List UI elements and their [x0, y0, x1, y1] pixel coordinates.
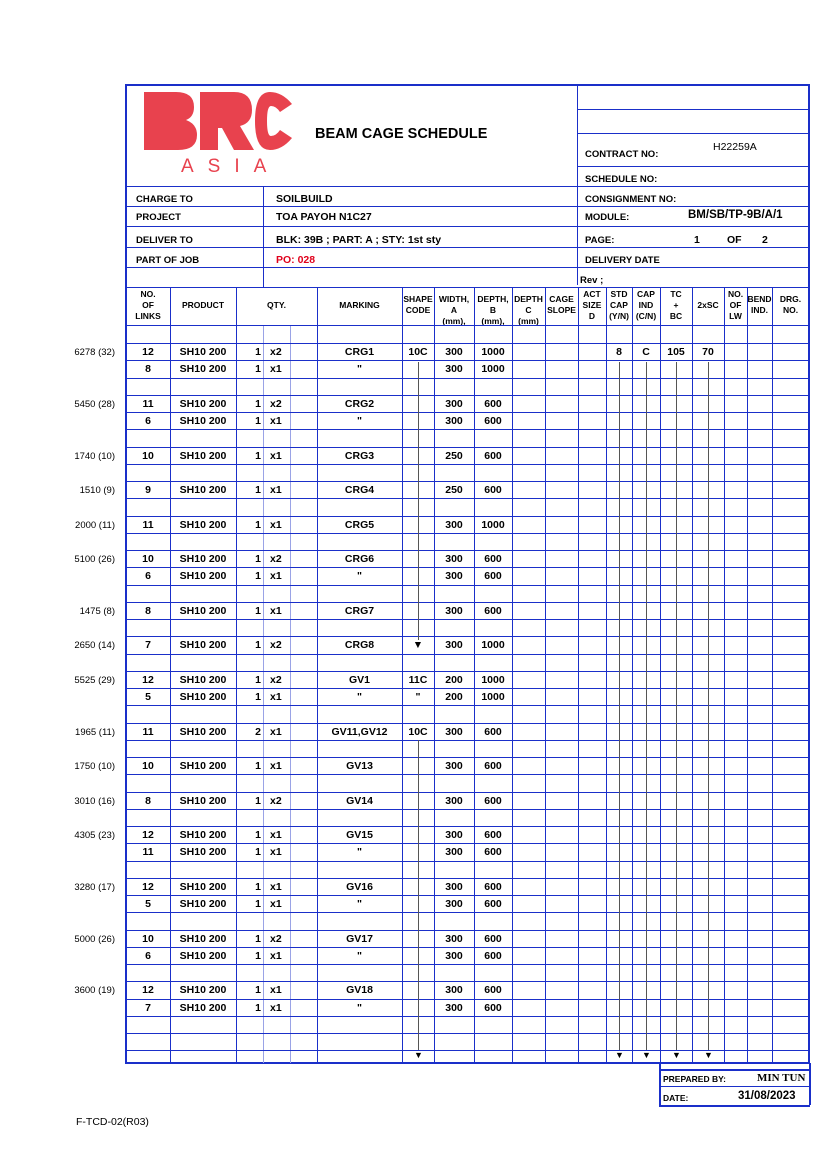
project-label: PROJECT	[136, 212, 181, 223]
cell-depth: 600	[484, 984, 502, 997]
cell-qty: 1	[255, 880, 261, 893]
cell-width: 300	[445, 725, 463, 738]
cell-mult: x1	[270, 984, 282, 997]
cell-mult: x1	[270, 880, 282, 893]
cell-mult: x1	[270, 949, 282, 962]
cell-links: 5	[145, 691, 151, 703]
cell-mult: x2	[270, 932, 282, 945]
cell-qty: 1	[255, 932, 261, 945]
column-header-drg: DRG. NO.	[779, 294, 802, 315]
cell-qty: 1	[255, 484, 261, 496]
cell-shape: ▼	[412, 639, 424, 652]
side-note: 1475 (8)	[79, 605, 115, 617]
cell-width: 300	[445, 1001, 463, 1014]
cell-product: SH10 200	[179, 880, 227, 893]
cell-width: 300	[445, 518, 463, 531]
cell-qty: 1	[255, 570, 261, 583]
cell-marking: "	[357, 846, 362, 859]
cell-product: SH10 200	[179, 604, 227, 617]
cell-width: 300	[445, 553, 463, 565]
cell-shape: 10C	[408, 346, 428, 358]
cell-depth: 600	[484, 932, 502, 945]
cell-qty: 1	[255, 346, 261, 358]
charge-to: SOILBUILD	[276, 193, 333, 205]
side-note: 5450 (28)	[74, 398, 115, 410]
cell-mult: x2	[270, 639, 282, 652]
arrow-down-icon: ▼	[672, 1050, 681, 1060]
cell-marking: CRG3	[344, 449, 375, 462]
cell-marking: CRG7	[344, 604, 375, 617]
deliver-to: BLK: 39B ; PART: A ; STY: 1st sty	[276, 234, 442, 246]
cell-depth: 600	[484, 415, 502, 427]
cell-qty: 1	[255, 604, 261, 617]
cell-marking: "	[357, 691, 362, 703]
date: 31/08/2023	[738, 1090, 796, 1102]
cell-product: SH10 200	[179, 553, 227, 565]
cell-links: 12	[142, 829, 154, 841]
cell-product: SH10 200	[179, 829, 227, 841]
cell-product: SH10 200	[179, 984, 227, 997]
cell-width: 200	[445, 691, 463, 703]
cell-product: SH10 200	[179, 639, 227, 652]
cell-product: SH10 200	[179, 449, 227, 462]
arrow-down-icon: ▼	[615, 1050, 624, 1060]
cell-qty: 1	[255, 898, 261, 910]
cell-width: 300	[445, 363, 463, 376]
cell-qty: 1	[255, 984, 261, 997]
rev-label: Rev ;	[580, 275, 604, 286]
side-note: 5000 (26)	[74, 933, 115, 945]
cell-links: 10	[142, 760, 154, 772]
cell-product: SH10 200	[179, 673, 227, 686]
cell-product: SH10 200	[179, 760, 227, 772]
column-header-depth: DEPTH, B (mm),	[477, 294, 509, 326]
column-header-act: ACT SIZE D	[582, 288, 602, 321]
cell-shape: "	[415, 691, 421, 703]
column-header-links: NO. OF LINKS	[135, 288, 161, 321]
cell-mult: x1	[270, 449, 282, 462]
cell-qty: 1	[255, 1001, 261, 1014]
charge-to-label: CHARGE TO	[136, 194, 193, 205]
column-header-width: WIDTH, A (mm),	[438, 294, 470, 326]
cell-links: 12	[142, 673, 154, 686]
cell-links: 8	[145, 794, 151, 807]
cell-marking: "	[357, 363, 362, 376]
cell-stdcap: 8	[616, 346, 622, 358]
side-note: 2650 (14)	[74, 640, 115, 652]
cell-depth: 600	[484, 397, 502, 410]
cell-links: 9	[145, 484, 151, 496]
cell-qty: 1	[255, 673, 261, 686]
cell-depth: 600	[484, 949, 502, 962]
cell-product: SH10 200	[179, 949, 227, 962]
cell-marking: GV14	[346, 794, 373, 807]
cell-width: 250	[445, 484, 463, 496]
schedule-no-label: SCHEDULE NO:	[585, 174, 658, 185]
cell-marking: GV11,GV12	[331, 725, 388, 738]
cell-qty: 1	[255, 639, 261, 652]
form-code: F-TCD-02(R03)	[76, 1116, 149, 1128]
cell-links: 8	[145, 363, 151, 376]
side-note: 5525 (29)	[74, 674, 115, 686]
delivery-date-label: DELIVERY DATE	[585, 255, 660, 266]
side-note: 3280 (17)	[74, 881, 115, 893]
cell-width: 300	[445, 570, 463, 583]
cell-product: SH10 200	[179, 725, 227, 738]
cell-width: 300	[445, 846, 463, 859]
cell-qty: 1	[255, 760, 261, 772]
cell-links: 12	[142, 880, 154, 893]
cell-depth: 1000	[481, 346, 505, 358]
cell-qty: 1	[255, 846, 261, 859]
cell-capind: C	[642, 346, 650, 358]
cell-tcbc: 105	[667, 346, 685, 358]
logo-asia-text: ASIA	[181, 156, 281, 177]
cell-mult: x1	[270, 484, 282, 496]
cell-marking: "	[357, 1001, 362, 1014]
cell-width: 300	[445, 760, 463, 772]
cell-qty: 1	[255, 415, 261, 427]
cell-depth: 600	[484, 794, 502, 807]
cell-links: 10	[142, 449, 154, 462]
cell-mult: x2	[270, 794, 282, 807]
cell-marking: CRG4	[344, 484, 375, 496]
column-header-qty: QTY.	[267, 299, 286, 310]
side-note: 4305 (23)	[74, 830, 115, 841]
cell-marking: "	[357, 898, 362, 910]
cell-marking: CRG1	[344, 346, 375, 358]
column-header-bend: BEND IND.	[747, 294, 772, 315]
project: TOA PAYOH N1C27	[276, 211, 372, 223]
of-label: OF	[727, 234, 742, 246]
cell-links: 6	[145, 415, 151, 427]
cell-marking: CRG2	[344, 397, 375, 410]
cell-product: SH10 200	[179, 570, 227, 583]
column-header-stdcap: STD CAP (Y/N)	[609, 288, 629, 321]
side-note: 1750 (10)	[74, 761, 115, 772]
column-header-depthc: DEPTH C (mm)	[514, 294, 543, 326]
module: BM/SB/TP-9B/A/1	[688, 209, 783, 221]
cell-product: SH10 200	[179, 691, 227, 703]
cell-mult: x1	[270, 1001, 282, 1014]
cell-width: 300	[445, 880, 463, 893]
cell-depth: 600	[484, 604, 502, 617]
column-header-capind: CAP IND (C/N)	[635, 288, 657, 321]
side-note: 3010 (16)	[74, 795, 115, 807]
cell-marking: GV17	[346, 932, 373, 945]
cell-width: 300	[445, 639, 463, 652]
cell-depth: 600	[484, 553, 502, 565]
column-header-twosc: 2xSC	[697, 299, 719, 310]
cell-mult: x2	[270, 346, 282, 358]
cell-marking: GV15	[346, 829, 373, 841]
side-note: 1965 (11)	[75, 726, 115, 738]
cell-marking: "	[357, 570, 362, 583]
side-note: 5100 (26)	[74, 554, 115, 565]
cell-depth: 1000	[481, 363, 505, 376]
cell-mult: x1	[270, 846, 282, 859]
cell-qty: 2	[255, 725, 261, 738]
cell-links: 11	[142, 518, 154, 531]
arrow-down-icon: ▼	[704, 1050, 713, 1060]
cell-qty: 1	[255, 363, 261, 376]
cell-qty: 1	[255, 691, 261, 703]
cell-qty: 1	[255, 449, 261, 462]
cell-qty: 1	[255, 397, 261, 410]
cell-product: SH10 200	[179, 346, 227, 358]
prepared-by-label: PREPARED BY:	[663, 1074, 726, 1084]
cell-product: SH10 200	[179, 415, 227, 427]
cell-depth: 1000	[481, 639, 505, 652]
cell-depth: 1000	[481, 673, 505, 686]
cell-width: 300	[445, 949, 463, 962]
column-header-product: PRODUCT	[181, 299, 225, 310]
cell-width: 300	[445, 604, 463, 617]
cell-marking: GV16	[346, 880, 373, 893]
side-note: 6278 (32)	[74, 347, 115, 358]
cell-mult: x1	[270, 760, 282, 772]
cell-depth: 600	[484, 1001, 502, 1014]
cell-depth: 600	[484, 846, 502, 859]
cell-qty: 1	[255, 794, 261, 807]
deliver-to-label: DELIVER TO	[136, 235, 193, 246]
cell-links: 12	[142, 984, 154, 997]
part-of-job-label: PART OF JOB	[136, 255, 200, 266]
cell-width: 250	[445, 449, 463, 462]
cell-mult: x1	[270, 691, 282, 703]
cell-mult: x1	[270, 829, 282, 841]
cell-mult: x1	[270, 415, 282, 427]
cell-marking: GV1	[348, 673, 370, 686]
cell-depth: 1000	[481, 691, 505, 703]
cell-depth: 600	[484, 898, 502, 910]
consignment-label: CONSIGNMENT NO:	[585, 194, 677, 205]
side-note: 1740 (10)	[74, 450, 115, 462]
cell-links: 6	[145, 570, 151, 583]
cell-marking: "	[357, 415, 362, 427]
cell-mult: x1	[270, 363, 282, 376]
cell-product: SH10 200	[179, 932, 227, 945]
cell-links: 11	[142, 846, 154, 859]
cell-qty: 1	[255, 553, 261, 565]
cell-product: SH10 200	[179, 794, 227, 807]
column-header-marking: MARKING	[339, 299, 380, 310]
cell-qty: 1	[255, 829, 261, 841]
cell-mult: x1	[270, 725, 282, 738]
cell-shape: 11C	[408, 673, 428, 686]
cell-depth: 600	[484, 484, 502, 496]
cell-depth: 600	[484, 760, 502, 772]
page-title: BEAM CAGE SCHEDULE	[315, 126, 488, 142]
cell-links: 6	[145, 949, 151, 962]
page-total: 2	[762, 234, 768, 246]
cell-links: 7	[145, 1001, 151, 1014]
cell-links: 12	[142, 346, 154, 358]
cell-depth: 600	[484, 829, 502, 841]
cell-marking: GV13	[346, 760, 373, 772]
column-header-tcbc: TC + BC	[669, 288, 683, 321]
cell-qty: 1	[255, 518, 261, 531]
cell-product: SH10 200	[179, 484, 227, 496]
cell-mult: x1	[270, 604, 282, 617]
cell-width: 300	[445, 932, 463, 945]
module-label: MODULE:	[585, 212, 630, 223]
cell-width: 300	[445, 829, 463, 841]
cell-mult: x2	[270, 673, 282, 686]
column-header-nolw: NO. OF LW	[727, 288, 744, 321]
cell-width: 200	[445, 673, 463, 686]
cell-marking: CRG5	[344, 518, 375, 531]
side-note: 1510 (9)	[79, 485, 115, 496]
cell-mult: x1	[270, 518, 282, 531]
cell-links: 8	[145, 604, 151, 617]
cell-product: SH10 200	[179, 518, 227, 531]
column-header-shape: SHAPE CODE	[403, 294, 433, 315]
cell-depth: 600	[484, 725, 502, 738]
column-header-slope: CAGE SLOPE	[547, 294, 576, 315]
contract-no: H22259A	[713, 141, 757, 153]
page-label: PAGE:	[585, 235, 615, 246]
cell-depth: 1000	[481, 518, 505, 531]
cell-product: SH10 200	[179, 397, 227, 410]
cell-links: 10	[142, 932, 154, 945]
part-of-job: PO: 028	[276, 254, 316, 266]
cell-links: 7	[145, 639, 151, 652]
arrow-down-icon: ▼	[414, 1050, 423, 1060]
side-note: 2000 (11)	[75, 519, 115, 531]
side-note: 3600 (19)	[74, 985, 115, 997]
cell-shape: 10C	[408, 725, 428, 738]
cell-product: SH10 200	[179, 363, 227, 376]
cell-width: 300	[445, 415, 463, 427]
page-number: 1	[694, 234, 700, 246]
contract-no-label: CONTRACT NO:	[585, 149, 659, 160]
cell-links: 10	[142, 553, 154, 565]
cell-marking: GV18	[346, 984, 373, 997]
cell-mult: x2	[270, 553, 282, 565]
cell-mult: x1	[270, 898, 282, 910]
cell-links: 5	[145, 898, 151, 910]
cell-depth: 600	[484, 449, 502, 462]
arrow-down-icon: ▼	[642, 1050, 651, 1060]
cell-width: 300	[445, 898, 463, 910]
cell-marking: "	[357, 949, 362, 962]
cell-links: 11	[142, 397, 154, 410]
cell-mult: x1	[270, 570, 282, 583]
cell-depth: 600	[484, 570, 502, 583]
cell-product: SH10 200	[179, 1001, 227, 1014]
cell-width: 300	[445, 984, 463, 997]
cell-qty: 1	[255, 949, 261, 962]
cell-twosc: 70	[702, 346, 714, 358]
cell-links: 11	[142, 725, 154, 738]
cell-width: 300	[445, 794, 463, 807]
cell-width: 300	[445, 397, 463, 410]
date-label: DATE:	[663, 1093, 689, 1103]
cell-mult: x2	[270, 397, 282, 410]
cell-width: 300	[445, 346, 463, 358]
cell-marking: CRG6	[344, 553, 375, 565]
prepared-by: MIN TUN	[757, 1072, 806, 1084]
cell-product: SH10 200	[179, 846, 227, 859]
cell-depth: 600	[484, 880, 502, 893]
cell-marking: CRG8	[344, 639, 375, 652]
cell-product: SH10 200	[179, 898, 227, 910]
